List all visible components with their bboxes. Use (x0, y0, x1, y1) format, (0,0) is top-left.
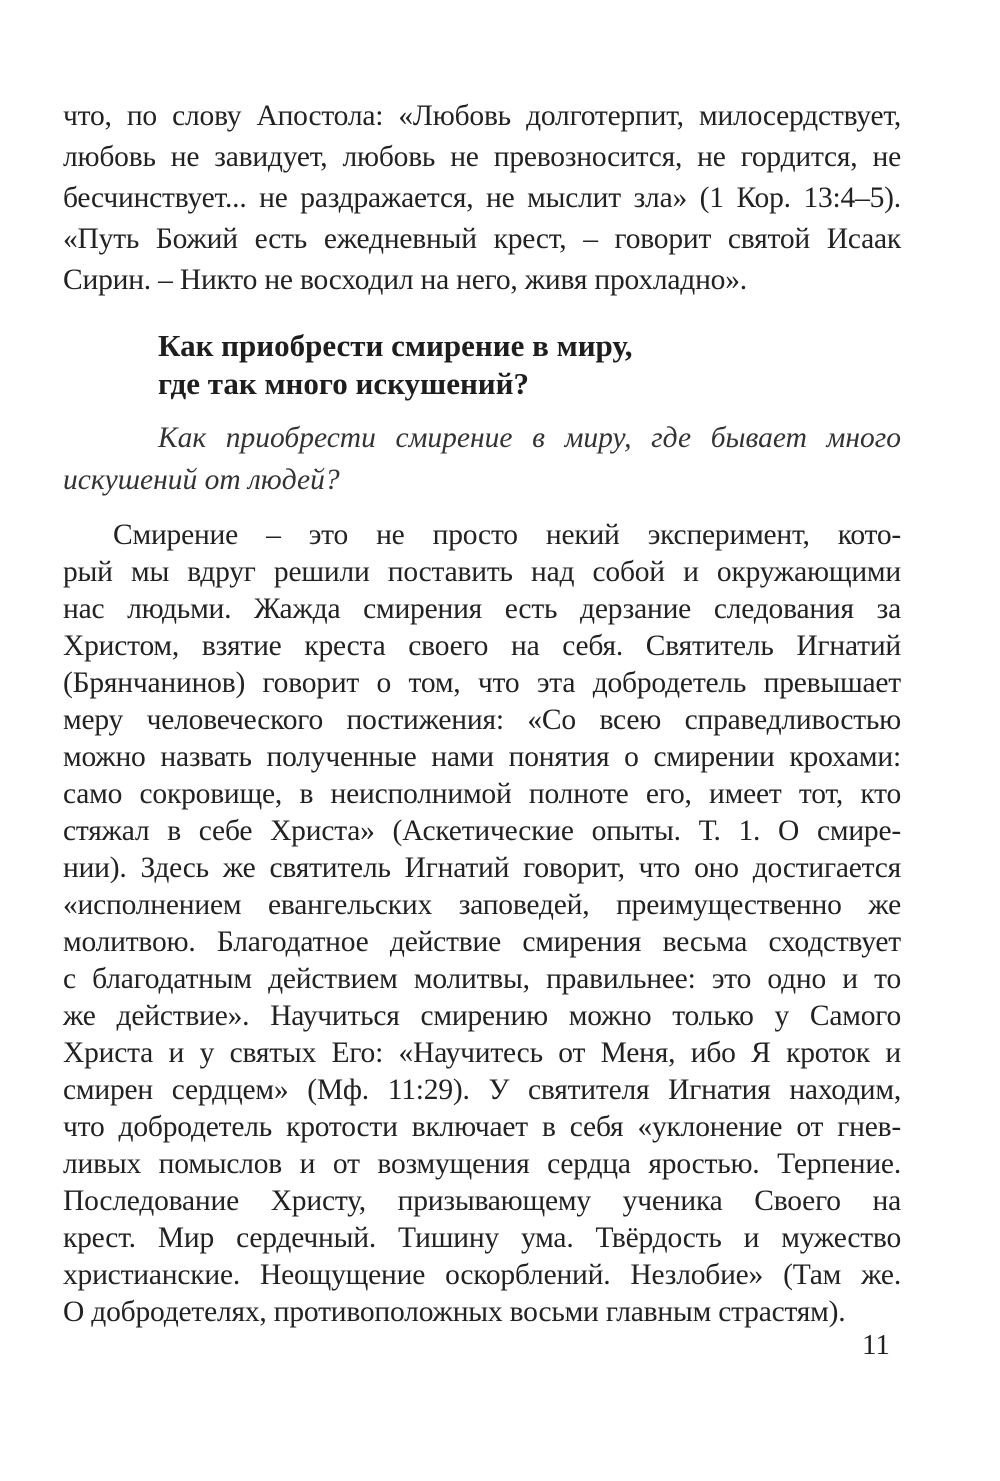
text-line: нии). Здесь же святитель Игнатий говорит, что оно достигается (63, 852, 901, 884)
text-line: же действие». Научиться смирению можно только у Самого (63, 1000, 901, 1032)
text-line: христианские. Неощущение оскорблений. Незлобие» (Там же. (63, 1259, 901, 1291)
text-line: смирен сердцем» (Мф. 11:29). У святителя Игнатия находим, (63, 1074, 901, 1106)
text-line: нас людьми. Жажда смирения есть дерзание следования за (63, 593, 901, 625)
section-heading-line-2: где так много искушений? (158, 366, 530, 401)
text-line: Сирин. – Никто не восходил на него, живя прохладно». (63, 264, 747, 296)
text-line: «Путь Божий есть ежедневный крест, – говорит святой Исаак (63, 223, 901, 255)
question-line-1: Как приобрести смирение в миру, где бывает много (158, 422, 901, 454)
text-line: Христом, взятие креста своего на себя. Святитель Игнатий (63, 630, 901, 662)
text-line: стяжал в себе Христа» (Аскетические опыты. Т. 1. О смире- (63, 815, 901, 847)
text-line: ливых помыслов и от возмущения сердца яростью. Терпение. (63, 1148, 901, 1180)
text-line: (Брянчанинов) говорит о том, что эта добродетель превышает (63, 667, 901, 699)
text-line: «исполнением евангельских заповедей, преимущественно же (63, 889, 901, 921)
text-line: Смирение – это не просто некий эксперимент, кото- (113, 519, 901, 551)
section-heading-line-1: Как приобрести смирение в миру, (158, 328, 633, 363)
text-line: Последование Христу, призывающему ученика Своего на (63, 1185, 901, 1217)
question-line-2: искушений от людей? (63, 464, 340, 496)
page-number: 11 (862, 1329, 890, 1361)
text-line: что, по слову Апостола: «Любовь долготерпит, милосердствует, (63, 100, 901, 132)
text-line: рый мы вдруг решили поставить над собой и окружающими (63, 556, 901, 588)
text-line: Христа и у святых Его: «Научитесь от Меня, ибо Я кроток и (63, 1037, 901, 1069)
text-line: молитвою. Благодатное действие смирения весьма сходствует (63, 926, 901, 958)
text-line: что добродетель кротости включает в себя «уклонение от гнев- (63, 1111, 901, 1143)
text-line: любовь не завидует, любовь не превозносится, не гордится, не (63, 141, 901, 173)
text-line: О добродетелях, противоположных восьми главным страстям). (63, 1296, 846, 1328)
text-line: крест. Мир сердечный. Тишину ума. Твёрдость и мужество (63, 1222, 901, 1254)
text-line: можно назвать полученные нами понятия о смирении крохами: (63, 741, 901, 773)
text-line: с благодатным действием молитвы, правильнее: это одно и то (63, 963, 901, 995)
text-line: само сокровище, в неисполнимой полноте его, имеет тот, кто (63, 778, 901, 810)
text-line: бесчинствует... не раздражается, не мыслит зла» (1 Кор. 13:4–5). (63, 182, 901, 214)
text-line: меру человеческого постижения: «Со всею справедливостью (63, 704, 901, 736)
